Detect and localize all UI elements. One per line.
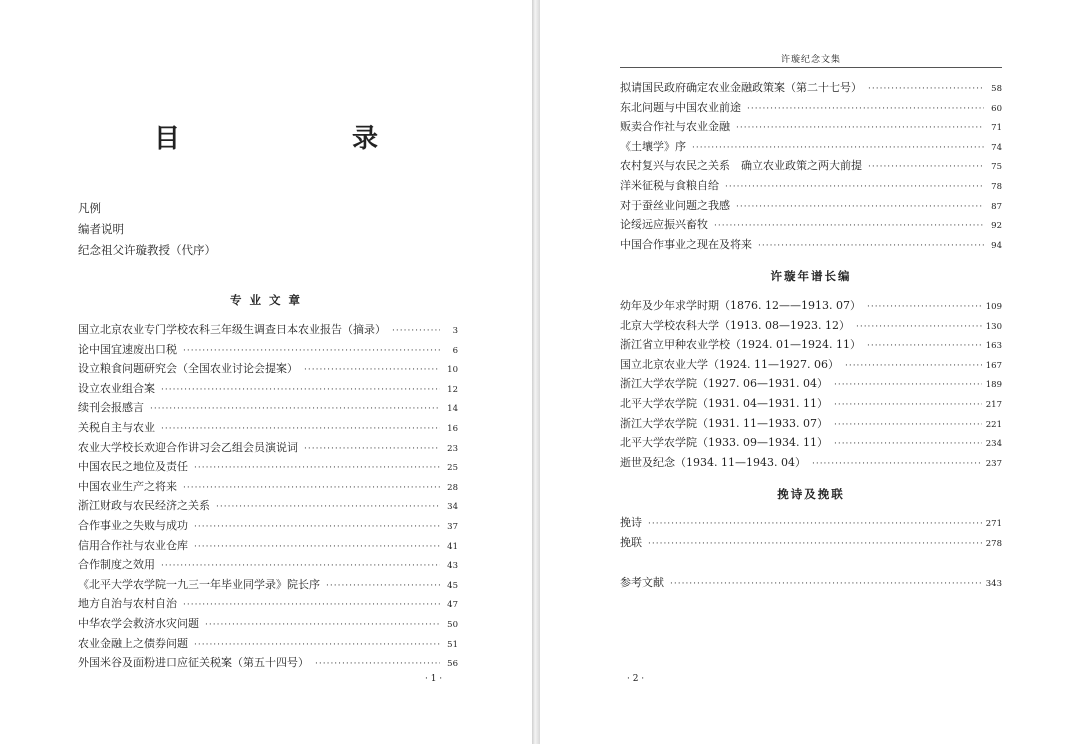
- toc-entry[interactable]: [78, 398, 458, 418]
- leader-dots: [304, 440, 440, 460]
- toc-entry-page: 43: [447, 561, 458, 572]
- toc-list-right-b: [620, 296, 1002, 472]
- leader-dots: [205, 616, 440, 636]
- toc-entry[interactable]: [78, 320, 458, 340]
- leader-dots: [194, 459, 440, 479]
- toc-entry[interactable]: [78, 555, 458, 575]
- page-number: · 1 ·: [425, 674, 443, 684]
- front-matter-item[interactable]: 纪念祖父许璇教授（代序）: [78, 243, 216, 257]
- toc-entry-page: 94: [991, 240, 1002, 251]
- toc-entry-page: 28: [447, 482, 458, 493]
- toc-entry[interactable]: [620, 533, 1002, 553]
- toc-entry-page: 75: [991, 162, 1002, 173]
- toc-entry-title: 中国农业生产之将来: [78, 479, 177, 493]
- toc-entry-title: 合作制度之效用: [78, 558, 155, 572]
- toc-entry-page: 87: [991, 201, 1002, 212]
- toc-entry-page: 167: [985, 360, 1002, 371]
- section-heading-elegies: 挽诗及挽联: [777, 487, 845, 501]
- toc-entry[interactable]: [620, 335, 1002, 355]
- leader-dots: [868, 158, 984, 178]
- toc-entry-page: 130: [985, 321, 1002, 332]
- toc-entry-page: 74: [991, 142, 1002, 153]
- toc-entry-page: 189: [985, 380, 1002, 391]
- toc-entry-page: 92: [991, 221, 1002, 232]
- toc-entry[interactable]: [78, 653, 458, 673]
- toc-entry[interactable]: [78, 457, 458, 477]
- toc-list-left: [78, 320, 458, 673]
- leader-dots: [758, 237, 984, 257]
- toc-entry[interactable]: [620, 117, 1002, 137]
- leader-dots: [845, 357, 982, 377]
- toc-entry-title: 参考文献: [620, 576, 664, 589]
- toc-entry[interactable]: [620, 196, 1002, 216]
- toc-entry-page: 10: [447, 365, 458, 376]
- front-matter-item[interactable]: 编者说明: [78, 222, 124, 236]
- toc-entry-page: 278: [985, 538, 1002, 549]
- toc-entry[interactable]: [620, 215, 1002, 235]
- toc-entry-title: 北京大学校农科大学（1913. 08—1923. 12）: [620, 318, 850, 332]
- toc-entry-page: 78: [991, 181, 1002, 192]
- left-page: [0, 0, 532, 744]
- leader-dots: [867, 337, 982, 357]
- toc-entry[interactable]: [78, 614, 458, 634]
- toc-entry-page: 45: [447, 580, 458, 591]
- toc-entry[interactable]: [78, 575, 458, 595]
- toc-entry-title: 挽联: [620, 535, 642, 549]
- toc-entry-title: 农村复兴与农民之关系 确立农业政策之两大前提: [620, 159, 862, 173]
- toc-entry-title: 农业大学校长欢迎合作讲习会乙组会员演说词: [78, 440, 298, 454]
- toc-entry[interactable]: [620, 176, 1002, 196]
- toc-entry-title: 续刊会报感言: [78, 401, 144, 415]
- toc-entry-title: 北平大学农学院（1931. 04—1931. 11）: [620, 396, 828, 410]
- leader-dots: [304, 361, 440, 381]
- toc-entry-title: 挽诗: [620, 516, 642, 529]
- toc-entry-title: 合作事业之失败与成功: [78, 518, 188, 532]
- section-heading-chronicle: 许璇年谱长编: [770, 269, 852, 283]
- toc-entry[interactable]: [620, 374, 1002, 394]
- leader-dots: [747, 100, 984, 120]
- toc-entry-title: 《北平大学农学院一九三一年毕业同学录》院长序: [78, 577, 320, 591]
- toc-entry-title: 浙江财政与农民经济之关系: [78, 499, 210, 513]
- front-matter-item[interactable]: 凡例: [78, 201, 101, 215]
- leader-dots: [183, 596, 440, 616]
- leader-dots: [216, 498, 440, 518]
- toc-entry-title: 外国米谷及面粉进口应征关税案（第五十四号）: [78, 656, 309, 670]
- leader-dots: [648, 515, 982, 535]
- toc-entry-title: 设立粮食问题研究会（全国农业讨论会提案）: [78, 362, 298, 376]
- toc-entry-page: 47: [447, 600, 458, 611]
- toc-entry-page: 343: [985, 579, 1002, 589]
- toc-entry[interactable]: [78, 536, 458, 556]
- leader-dots: [326, 577, 440, 597]
- toc-entry-page: 221: [985, 419, 1002, 430]
- toc-entry[interactable]: [620, 137, 1002, 157]
- toc-entry-title: 中华农学会救济水灾问题: [78, 616, 199, 630]
- toc-entry-title: 信用合作社与农业仓库: [78, 538, 188, 552]
- toc-entry[interactable]: [620, 296, 1002, 316]
- toc-entry[interactable]: [620, 98, 1002, 118]
- toc-entry-title: 浙江省立甲种农业学校（1924. 01—1924. 11）: [620, 338, 861, 352]
- toc-entry-page: 163: [985, 341, 1002, 352]
- header-rule: [620, 67, 1002, 68]
- toc-entry-title: 论中国宜速废出口税: [78, 342, 177, 356]
- toc-entry[interactable]: [78, 516, 458, 536]
- toc-entry-page: 237: [985, 458, 1002, 469]
- leader-dots: [834, 396, 982, 416]
- toc-entry[interactable]: [620, 355, 1002, 375]
- toc-entry-page: 25: [447, 463, 458, 474]
- leader-dots: [812, 455, 982, 475]
- toc-entry-page: 56: [447, 659, 458, 670]
- toc-entry-title: 中国农民之地位及责任: [78, 460, 188, 474]
- toc-entry-title: 东北问题与中国农业前途: [620, 100, 741, 114]
- toc-entry-page: 3: [452, 326, 458, 336]
- leader-dots: [161, 381, 440, 401]
- leader-dots: [392, 322, 440, 342]
- leader-dots: [714, 217, 984, 237]
- toc-entry[interactable]: [78, 340, 458, 360]
- leader-dots: [856, 318, 982, 338]
- toc-entry-page: 71: [991, 123, 1002, 134]
- toc-entry[interactable]: [78, 634, 458, 654]
- leader-dots: [736, 198, 984, 218]
- toc-entry-title: 北平大学农学院（1933. 09—1934. 11）: [620, 436, 828, 450]
- running-head: 许璇纪念文集: [780, 55, 841, 65]
- toc-entry[interactable]: [620, 433, 1002, 453]
- toc-references: [620, 573, 1002, 593]
- toc-entry-title: 论绥远应振兴畜牧: [620, 218, 708, 232]
- book-gutter: [532, 0, 540, 744]
- toc-entry[interactable]: [78, 418, 458, 438]
- toc-entry-page: 50: [447, 619, 458, 630]
- toc-list-right-a: [620, 78, 1002, 254]
- toc-entry-page: 37: [447, 521, 458, 532]
- toc-entry-title: 对于蚕丝业问题之我感: [620, 198, 730, 212]
- toc-entry-title: 浙江大学农学院（1931. 11—1933. 07）: [620, 416, 828, 430]
- toc-entry[interactable]: [620, 316, 1002, 336]
- toc-entry-page: 60: [991, 103, 1002, 114]
- toc-entry-title: 国立北京农业专门学校农科三年级生调查日本农业报告（摘录）: [78, 323, 386, 336]
- toc-entry-title: 国立北京农业大学（1924. 11—1927. 06）: [620, 357, 839, 371]
- toc-entry-page: 41: [447, 541, 458, 552]
- toc-entry-page: 12: [447, 384, 458, 395]
- toc-entry[interactable]: [78, 379, 458, 399]
- front-matter-list: [78, 198, 216, 261]
- page-number: · 2 ·: [627, 674, 645, 684]
- toc-list-right-c: [620, 513, 1002, 552]
- toc-entry-page: 234: [985, 439, 1002, 450]
- toc-entry-page: 14: [447, 404, 458, 415]
- toc-entry-page: 271: [985, 519, 1002, 529]
- toc-entry-title: 洋米征税与食粮自给: [620, 178, 719, 192]
- toc-entry[interactable]: [78, 594, 458, 614]
- toc-entry-page: 34: [447, 502, 458, 513]
- leader-dots: [183, 479, 440, 499]
- toc-entry[interactable]: [620, 453, 1002, 473]
- leader-dots: [867, 298, 982, 318]
- leader-dots: [150, 400, 440, 420]
- toc-entry-page: 23: [447, 443, 458, 454]
- toc-entry[interactable]: [78, 359, 458, 379]
- toc-entry-title: 关税自主与农业: [78, 420, 155, 434]
- toc-entry[interactable]: [620, 394, 1002, 414]
- leader-dots: [315, 655, 440, 675]
- toc-entry[interactable]: [620, 414, 1002, 434]
- toc-entry-title: 地方自治与农村自治: [78, 597, 177, 611]
- section-heading-professional-articles: 专 业 文 章: [229, 293, 302, 307]
- toc-entry[interactable]: [78, 477, 458, 497]
- toc-entry-title: 《土壤学》序: [620, 139, 686, 153]
- leader-dots: [736, 119, 984, 139]
- toc-entry[interactable]: [620, 235, 1002, 255]
- leader-dots: [194, 518, 440, 538]
- toc-entry[interactable]: [78, 438, 458, 458]
- leader-dots: [670, 575, 982, 595]
- toc-entry-title: 幼年及少年求学时期（1876. 12——1913. 07）: [620, 299, 861, 312]
- toc-entry-title: 浙江大学农学院（1927. 06—1931. 04）: [620, 377, 828, 391]
- toc-entry-title: 逝世及纪念（1934. 11—1943. 04）: [620, 455, 806, 469]
- toc-entry-title: 农业金融上之债券问题: [78, 636, 188, 650]
- toc-entry-title: 贩卖合作社与农业金融: [620, 120, 730, 134]
- toc-entry-page: 51: [447, 639, 458, 650]
- toc-entry-title: 拟请国民政府确定农业金融政策案（第二十七号）: [620, 81, 862, 94]
- toc-entry-page: 6: [452, 345, 458, 356]
- toc-entry[interactable]: [620, 156, 1002, 176]
- toc-title: 目 录: [153, 124, 418, 154]
- toc-entry[interactable]: [620, 78, 1002, 98]
- toc-entry-page: 217: [985, 399, 1002, 410]
- toc-entry-references[interactable]: [620, 573, 1002, 593]
- leader-dots: [834, 416, 982, 436]
- toc-entry-page: 58: [991, 84, 1002, 94]
- toc-entry[interactable]: [620, 513, 1002, 533]
- leader-dots: [194, 538, 440, 558]
- toc-entry-page: 16: [447, 423, 458, 434]
- toc-entry[interactable]: [78, 496, 458, 516]
- toc-entry-title: 中国合作事业之现在及将来: [620, 237, 752, 251]
- toc-entry-title: 设立农业组合案: [78, 381, 155, 395]
- leader-dots: [868, 80, 984, 100]
- toc-entry-page: 109: [985, 302, 1002, 312]
- leader-dots: [834, 435, 982, 455]
- leader-dots: [834, 376, 982, 396]
- leader-dots: [648, 535, 982, 555]
- leader-dots: [725, 178, 984, 198]
